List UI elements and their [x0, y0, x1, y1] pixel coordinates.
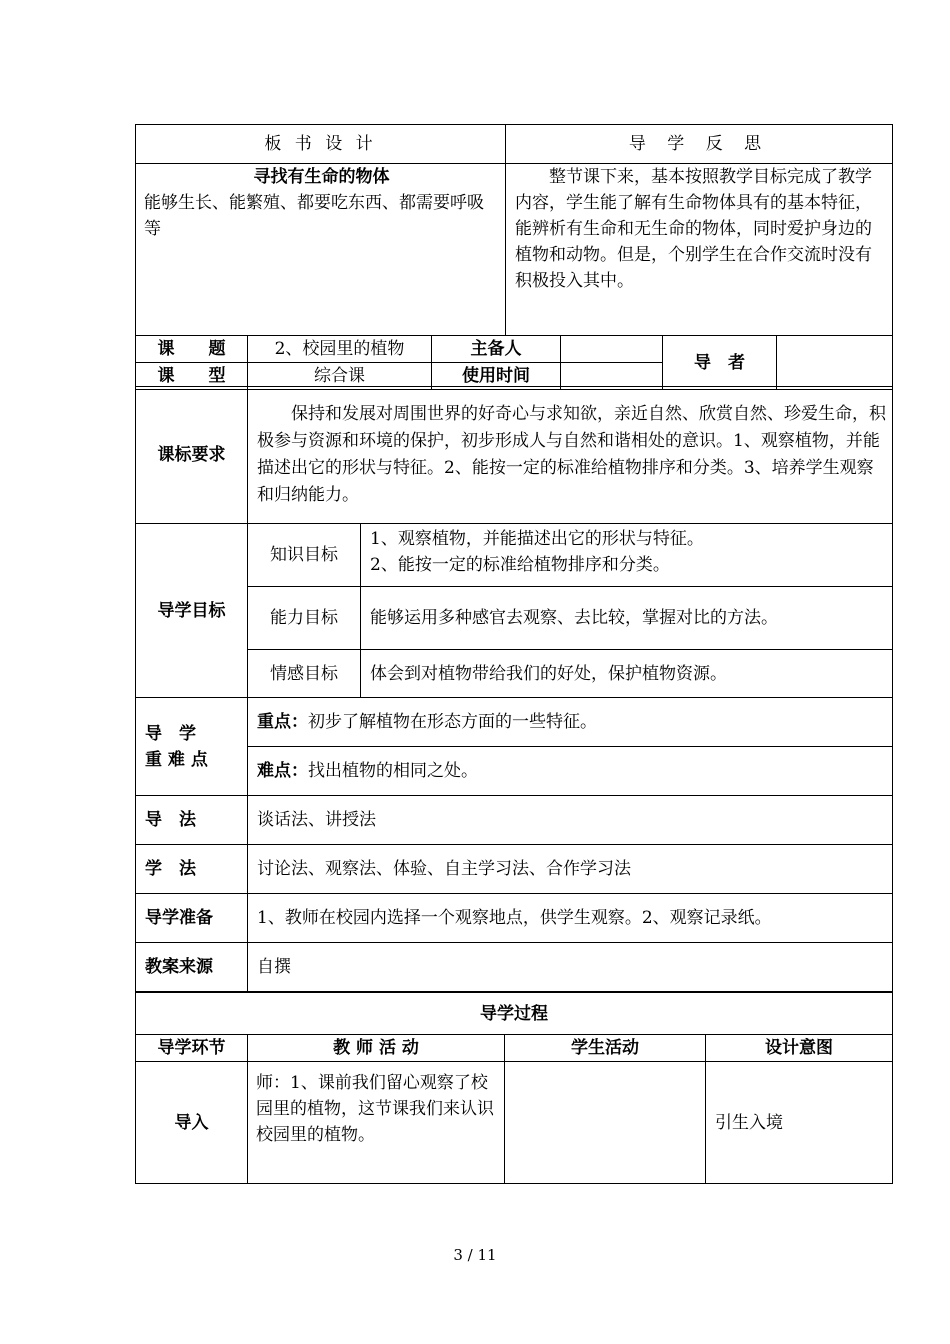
board-reflection-table	[135, 124, 893, 336]
ability-text: 能够运用多种感官去观察、去比较，掌握对比的方法。	[361, 587, 893, 650]
board-header	[136, 125, 506, 164]
emotion-label: 情感目标	[248, 650, 361, 698]
learn-method-text: 讨论法、观察法、体验、自主学习法、合作学习法	[248, 845, 893, 894]
learn-method-label: 学 法	[136, 845, 248, 894]
header-teacher: 教 师 活 动	[248, 1035, 505, 1062]
board-title: 寻找有生命的物体	[253, 167, 390, 187]
key-point-label: 重点：	[257, 712, 308, 732]
source-label: 教案来源	[136, 943, 248, 992]
teach-method-label: 导 法	[136, 796, 248, 845]
header-stage: 导学环节	[136, 1035, 248, 1062]
reflection-content: 整节课下来，基本按照教学目标完成了教学内容，学生能了解有生命物体具有的基本特征，能辨析有生命和无生命的物体，同时爱护身边的植物和动物。但是，个别学生在合作交流时没有积极投入其中。	[506, 164, 893, 336]
key-point	[248, 698, 893, 747]
guide-label	[663, 336, 777, 390]
design-intent: 引生入境	[706, 1062, 893, 1184]
process-title: 导学过程	[136, 993, 893, 1035]
knowledge-text	[361, 524, 893, 587]
process-table	[135, 992, 893, 1184]
header-student: 学生活动	[505, 1035, 706, 1062]
guide-value	[777, 336, 893, 390]
time-label: 使用时间	[432, 363, 561, 390]
prep-text: 1、教师在校园内选择一个观察地点，供学生观察。2、观察记录纸。	[248, 894, 893, 943]
knowledge-line-1: 1、观察植物，并能描述出它的形状与特征。	[370, 529, 704, 549]
stage-intro: 导入	[136, 1062, 248, 1184]
header-intent: 设计意图	[706, 1035, 893, 1062]
preparer-label: 主备人	[432, 336, 561, 363]
page-number: 3 / 11	[453, 1246, 497, 1264]
board-text: 能够生长、能繁殖、都要吃东西、都需要呼吸等	[144, 193, 484, 239]
type-value: 综合课	[248, 363, 432, 390]
teach-method-text: 谈话法、讲授法	[248, 796, 893, 845]
source-text: 自撰	[248, 943, 893, 992]
topic-value: 2、校园里的植物	[248, 336, 432, 363]
board-header-text: 板 书 设 计	[264, 134, 377, 154]
goals-label: 导学目标	[136, 524, 248, 698]
prep-label: 导学准备	[136, 894, 248, 943]
keypoints-label-line-1: 导 学	[145, 723, 196, 744]
knowledge-label: 知识目标	[248, 524, 361, 587]
knowledge-line-2: 2、能按一定的标准给植物排序和分类。	[370, 555, 670, 575]
reflection-header	[506, 125, 893, 164]
emotion-text: 体会到对植物带给我们的好处，保护植物资源。	[361, 650, 893, 698]
difficult-point-text: 找出植物的相同之处。	[308, 761, 478, 781]
reflection-header-text: 导 学 反 思	[628, 134, 770, 154]
key-point-text: 初步了解植物在形态方面的一些特征。	[308, 712, 597, 732]
topic-label: 课 题	[136, 336, 248, 363]
difficult-point	[248, 747, 893, 796]
keypoints-label	[136, 698, 248, 796]
guide-label-text: 导 者	[694, 352, 745, 373]
preparer-value	[561, 336, 663, 363]
keypoints-label-line-2: 重 难 点	[145, 749, 208, 770]
student-activity	[505, 1062, 706, 1184]
type-label: 课 型	[136, 363, 248, 390]
lesson-plan-table	[135, 386, 893, 992]
teacher-activity: 师：1、课前我们留心观察了校园里的植物，这节课我们来认识校园里的植物。	[248, 1062, 505, 1184]
board-content	[136, 164, 506, 336]
difficult-point-label: 难点：	[257, 761, 308, 781]
lesson-info-table	[135, 335, 893, 390]
ability-label: 能力目标	[248, 587, 361, 650]
standard-label: 课标要求	[136, 387, 248, 524]
standard-text: 保持和发展对周围世界的好奇心与求知欲，亲近自然、欣赏自然、珍爱生命，积极参与资源和环境的保护，初步形成人与自然和谐相处的意识。1、观察植物，并能描述出它的形状与特征。2、能按一定的标准给植物排序和分类。3、培养学生观察和归纳能力。	[248, 387, 893, 524]
